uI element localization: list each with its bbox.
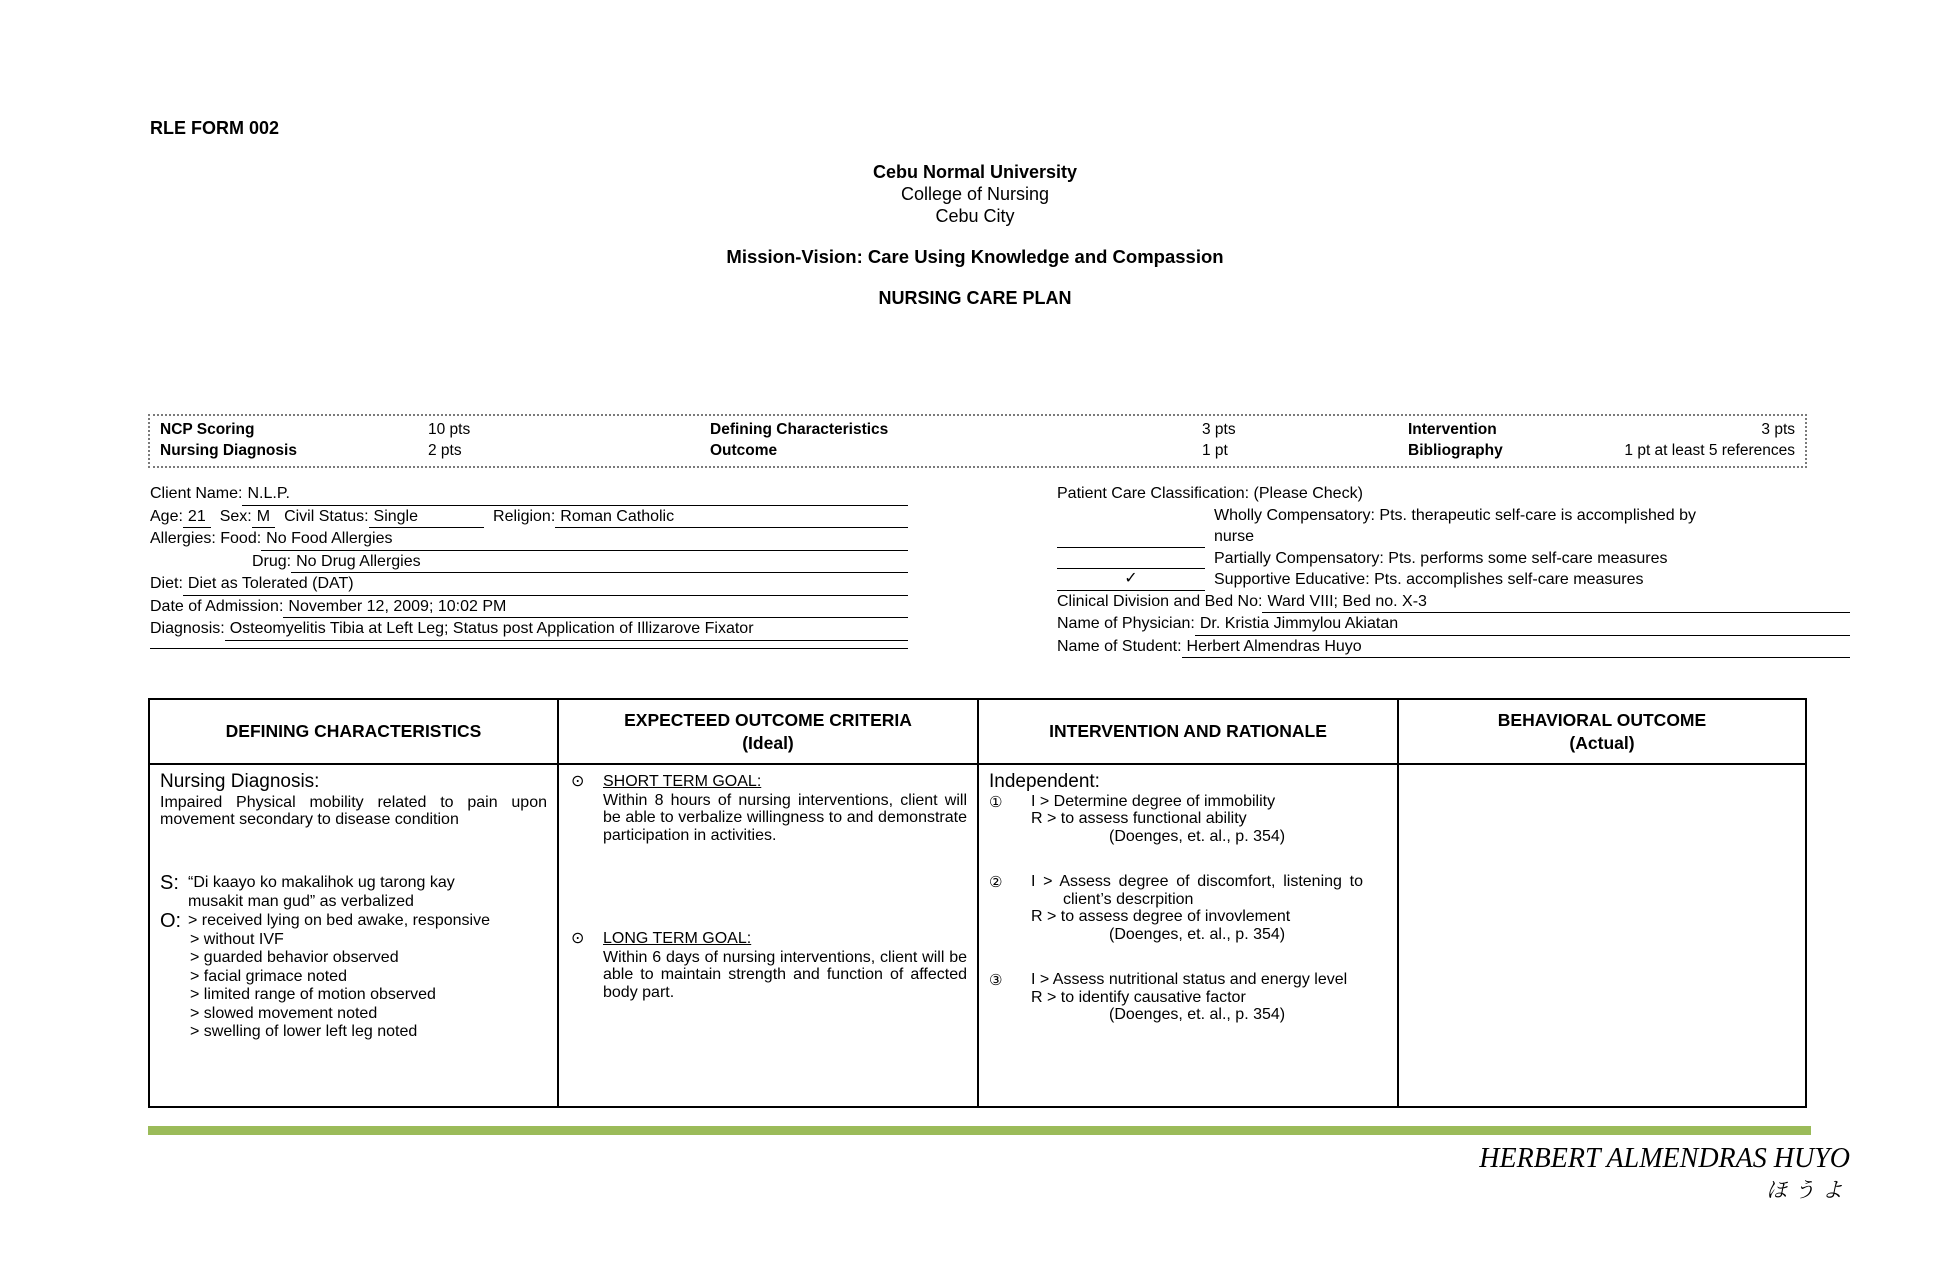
option-text: Partially Compensatory: Pts. performs some self-care measures (1214, 549, 1668, 567)
diet-line (150, 573, 908, 596)
scoring-points: 2 pts (428, 442, 462, 459)
subjective-quote (188, 873, 547, 911)
college-name: College of Nursing (900, 184, 1050, 204)
option-text: Supportive Educative: Pts. accomplishes self-care measures (1214, 571, 1644, 588)
objective-label: O: (160, 909, 182, 932)
intervention-item (989, 971, 1387, 1024)
field-label: Civil Status: (284, 507, 369, 525)
blank-underline (359, 573, 908, 596)
citation: (Doenges, et. al., p. 354) (1109, 1006, 1286, 1023)
age-value: 21 (183, 506, 211, 529)
form-id: RLE FORM 002 (150, 118, 280, 138)
nursing-diagnosis-text: Impaired Physical mobility related to pain upon movement secondary to disease condition (160, 793, 547, 828)
check-blank (1057, 505, 1205, 548)
ncp-scoring-box (148, 414, 1807, 468)
scoring-row (160, 419, 1795, 440)
university-name: Cebu Normal University (872, 162, 1078, 182)
rationale-line: R > to assess functional ability (1031, 810, 1247, 827)
header-subtext: (Ideal) (742, 732, 794, 753)
page-title: NURSING CARE PLAN (878, 288, 1072, 308)
field-label: Clinical Division and Bed No: (1057, 592, 1263, 610)
long-term-goal-title: LONG TERM GOAL: (603, 930, 752, 947)
defining-characteristics-cell (150, 765, 559, 1106)
classification-option (1057, 548, 1850, 570)
city-name: Cebu City (935, 206, 1015, 226)
independent-heading: Independent: (989, 771, 1100, 792)
client-info-section (150, 483, 908, 649)
physician-value: Dr. Kristia Jimmylou Akiatan (1195, 613, 1403, 636)
header-text: EXPECTEED OUTCOME CRITERIA (624, 709, 912, 730)
check-blank (1057, 548, 1205, 570)
scoring-label: NCP Scoring (160, 421, 255, 438)
field-label: Diet: (150, 575, 183, 592)
intervention-line: I > Assess degree of discomfort, listening to client’s descrpition (1031, 873, 1363, 908)
field-label: Age: (150, 507, 183, 525)
quote-line: musakit man gud” as verbalized (188, 892, 414, 910)
rationale-line: R > to identify causative factor (1031, 988, 1246, 1006)
blank-underline (397, 528, 908, 551)
field-label: Date of Admission: (150, 597, 284, 615)
blank-underline (1403, 613, 1850, 636)
subjective-data (160, 873, 547, 1042)
student-value: Herbert Almendras Huyo (1182, 636, 1367, 659)
diagnosis-value: Osteomyelitis Tibia at Left Leg; Status post Application of Illizarove Fixator (225, 618, 759, 641)
intervention-body (1031, 793, 1363, 846)
intervention-body (1031, 873, 1363, 943)
sex-value: M (252, 506, 275, 529)
observation-list (160, 931, 547, 1042)
care-plan-table (148, 698, 1807, 1108)
checkmark: ✓ (1057, 569, 1205, 591)
field-label: Diagnosis: (150, 620, 225, 637)
short-term-goal-title: SHORT TERM GOAL: (603, 773, 762, 790)
scoring-row (160, 440, 1795, 461)
expected-outcome-cell (559, 765, 979, 1106)
blank-underline (295, 483, 908, 506)
civil-status-value: Single (369, 506, 484, 529)
food-allergies-line (150, 528, 908, 551)
blank-underline (679, 506, 908, 529)
admission-value: November 12, 2009; 10:02 PM (283, 596, 511, 619)
mission-vision: Mission-Vision: Care Using Knowledge and Compassion (726, 246, 1224, 267)
classification-option-checked (1057, 569, 1850, 591)
scoring-points: 3 pts (1761, 421, 1795, 438)
circled-number-icon: ② (989, 874, 1003, 891)
circle-dot-bullet-icon: ⊙ (571, 773, 585, 790)
scoring-points: 3 pts (1202, 421, 1236, 438)
observation-item: > guarded behavior observed (190, 949, 399, 966)
circled-number-icon: ① (989, 793, 1003, 811)
blank-underline (426, 551, 908, 574)
admission-line (150, 596, 908, 619)
field-label: Client Name: (150, 485, 243, 502)
field-label: Name of Physician: (1057, 615, 1195, 632)
field-label: Religion: (493, 507, 556, 525)
observation-item: > limited range of motion observed (190, 986, 436, 1003)
column-header-behavioral (1399, 700, 1805, 765)
classification-option (1057, 505, 1850, 548)
intervention-rationale-cell (979, 765, 1399, 1106)
goal-content (603, 930, 967, 1001)
patient-care-classification-section (1057, 483, 1850, 658)
food-allergy-value: No Food Allergies (261, 528, 397, 551)
letterhead (0, 161, 1950, 227)
drug-allergies-line (150, 551, 908, 574)
classification-title: Patient Care Classification: (Please Check) (1057, 485, 1363, 502)
empty-line (150, 648, 908, 649)
observation-item: > without IVF (190, 930, 284, 948)
blank-underline (511, 596, 908, 619)
scoring-label: Intervention (1408, 421, 1497, 438)
intervention-line: I > Determine degree of immobility (1031, 792, 1276, 810)
client-name-value: N.L.P. (242, 483, 294, 506)
client-name-line (150, 483, 908, 506)
diet-value: Diet as Tolerated (DAT) (183, 573, 359, 596)
physician-line (1057, 613, 1850, 636)
diagnosis-line (150, 618, 908, 641)
intervention-item (989, 873, 1387, 943)
header-text: INTERVENTION AND RATIONALE (1049, 721, 1327, 741)
drug-allergy-value: No Drug Allergies (291, 551, 426, 574)
student-line (1057, 636, 1850, 659)
scoring-points: 1 pt at least 5 references (1624, 442, 1795, 459)
field-label: Sex: (219, 507, 252, 525)
option-text-line: Wholly Compensatory: Pts. therapeutic self-care is accomplished by (1214, 506, 1696, 524)
footer-divider-bar (148, 1126, 1811, 1135)
student-signature-name: HERBERT ALMENDRAS HUYO (1479, 1143, 1850, 1174)
option-text (1205, 505, 1850, 548)
column-header-outcome (559, 700, 979, 765)
rationale-line: R > to assess degree of invovlement (1031, 908, 1291, 925)
client-demographics-line (150, 506, 908, 529)
subjective-row (160, 873, 547, 911)
citation: (Doenges, et. al., p. 354) (1109, 827, 1286, 845)
religion-value: Roman Catholic (555, 506, 679, 529)
subjective-label: S: (160, 871, 179, 894)
citation: (Doenges, et. al., p. 354) (1109, 925, 1286, 943)
column-header-defining (150, 700, 559, 765)
clinical-division-line (1057, 591, 1850, 614)
circled-number-icon: ③ (989, 972, 1003, 989)
signature-script: ほうよ (1766, 1178, 1850, 1202)
long-term-goal (569, 930, 967, 1001)
circle-dot-bullet-icon: ⊙ (571, 930, 585, 947)
division-value: Ward VIII; Bed no. X-3 (1262, 591, 1431, 614)
blank-underline (759, 618, 908, 641)
objective-row (160, 911, 547, 931)
blank-underline (1367, 636, 1850, 659)
intervention-item (989, 793, 1387, 846)
signature-block (1479, 1142, 1850, 1204)
scoring-points: 10 pts (428, 421, 471, 438)
intervention-line: I > Assess nutritional status and energy level (1031, 971, 1348, 988)
header-text: BEHAVIORAL OUTCOME (1497, 709, 1707, 730)
scoring-points: 1 pt (1202, 442, 1228, 459)
header-text: DEFINING CHARACTERISTICS (225, 721, 482, 741)
header-subtext: (Actual) (1569, 732, 1635, 753)
blank-underline (150, 648, 908, 649)
short-term-goal (569, 773, 967, 844)
observation-item: > slowed movement noted (190, 1004, 378, 1022)
field-label: Drug: (252, 552, 292, 570)
option-text-line: nurse (1214, 528, 1255, 545)
scoring-label: Nursing Diagnosis (160, 442, 297, 459)
blank-underline (1432, 591, 1850, 614)
observation-item: > facial grimace noted (190, 967, 347, 985)
short-term-goal-body: Within 8 hours of nursing interventions, client will be able to verbalize willingness to and demonstrate participation in activities. (603, 791, 967, 844)
column-header-intervention (979, 700, 1399, 765)
goal-content (603, 773, 967, 844)
scoring-label: Bibliography (1408, 442, 1503, 459)
long-term-goal-body: Within 6 days of nursing interventions, client will be able to maintain strength and function of affected body part. (603, 948, 967, 1001)
objective-first-item: > received lying on bed awake, responsive (188, 911, 490, 929)
behavioral-outcome-cell (1399, 765, 1805, 1106)
scoring-label: Outcome (710, 442, 778, 459)
nursing-diagnosis-heading: Nursing Diagnosis: (160, 771, 320, 792)
observation-item: > swelling of lower left leg noted (190, 1023, 418, 1040)
quote-line: “Di kaayo ko makalihok ug tarong kay (188, 873, 455, 891)
field-label: Allergies: Food: (150, 530, 262, 547)
field-label: Name of Student: (1057, 637, 1182, 655)
intervention-body (1031, 971, 1363, 1024)
scoring-label: Defining Characteristics (710, 421, 889, 438)
